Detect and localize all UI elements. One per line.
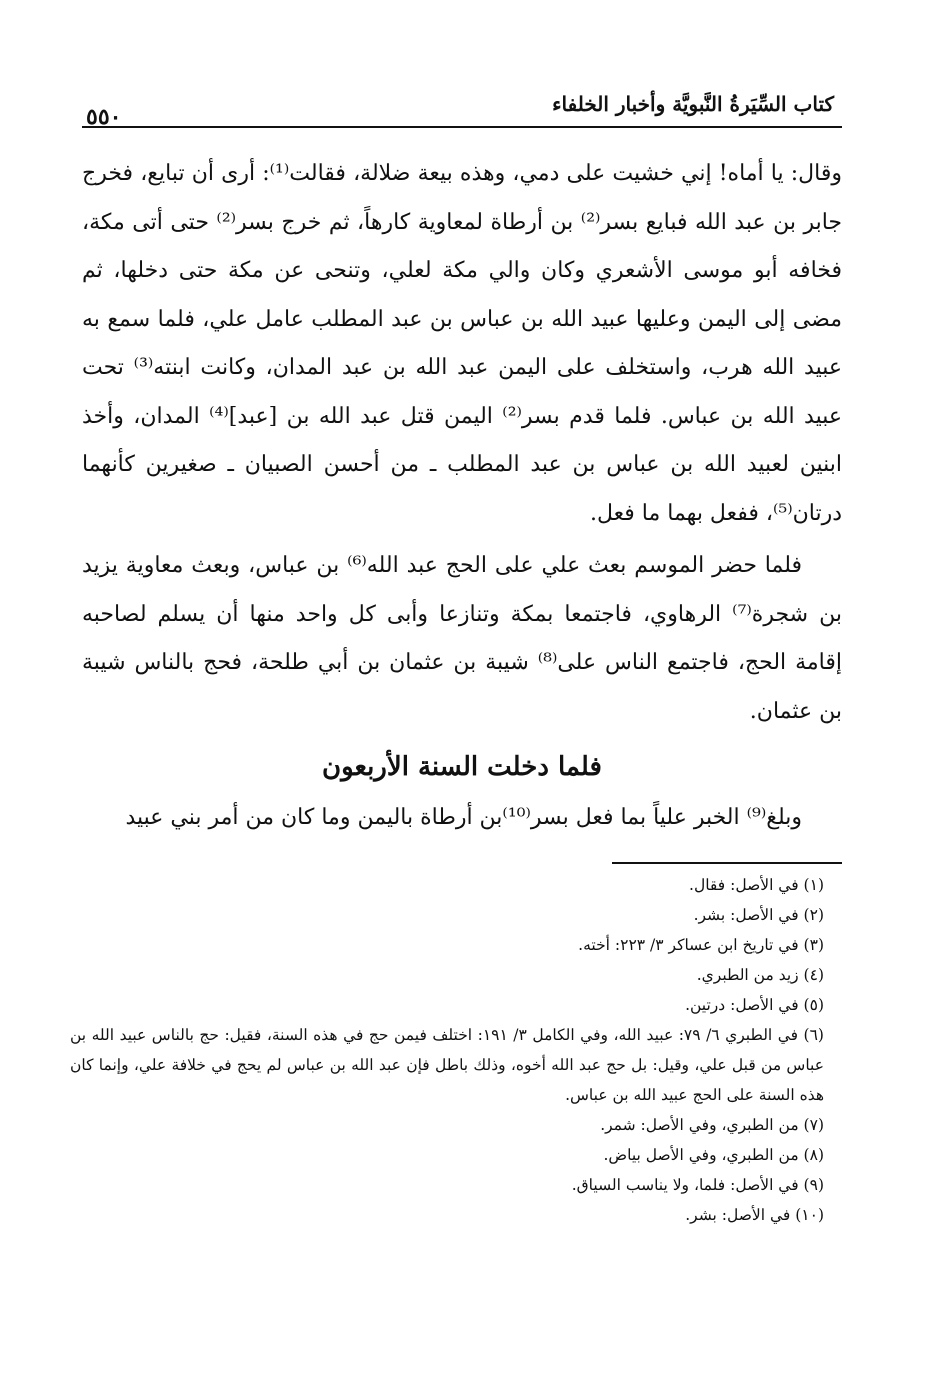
footnotes [70,870,842,1230]
section-heading: فلما دخلت السنة الأربعون [322,752,602,782]
footnote-rule [612,862,842,864]
paragraph-1: وقال: يا أماه! إني خشيت على دمي، وهذه بيعة ضلالة، فقالت⁽¹⁾: أرى أن تبايع، فخرج جابر بن عبد الله فبايع بسر⁽²⁾ بن أرطاة لمعاوية كارهاً، ثم خرج بسر⁽²⁾ حتى أتى مكة، فخافه أبو موسى الأشعري وكان والي مكة لعلي، وتنحى عن مكة حتى دخلها، ثم مضى إلى اليمن وعليها عبيد الله بن عباس بن عبد المطلب عامل علي، فلما سمع به عبيد الله هرب، واستخلف على اليمن عبد الله بن عبد المدان، وكانت ابنته⁽³⁾ تحت عبيد الله بن عباس. فلما قدم بسر⁽²⁾ اليمن قتل عبد الله بن [عبد]⁽⁴⁾ المدان، وأخذ ابنين لعبيد الله بن عباس بن عبد المطلب ـ من أحسن الصبيان ـ صغيرين كأنهما درتان⁽⁵⁾، ففعل بهما ما فعل. [82,161,843,526]
footnote-2: (٢) في الأصل: بشر. [693,906,824,924]
page-number: ٥٥٠ [86,104,122,130]
footnote-6: (٦) في الطبري ٦/ ٧٩: عبيد الله، وفي الكامل ٣/ ١٩١: اختلف فيمن حج في هذه السنة، فقيل: حج بالناس عبيد الله بن عباس من قبل علي، وقيل: بل حج عبد الله أخوه، وذلك باطل فإن عبد الله بن عباس لم يحج في خلافة علي، وإنما كان هذه السنة على الحج عبيد الله بن عباس. [70,1026,824,1104]
footnote-3: (٣) في تاريخ ابن عساكر ٣/ ٢٢٣: أخته. [578,936,824,954]
main-text [82,150,842,736]
footnote-8: (٨) من الطبري، وفي الأصل بياض. [603,1146,824,1164]
page-header [82,88,842,128]
running-title: كتاب السِّيَرةُ النَّبويَّة وأخبار الخلفاء [552,92,834,116]
header-rule [82,126,842,128]
paragraph-2: فلما حضر الموسم بعث علي على الحج عبد الله⁽⁶⁾ بن عباس، وبعث معاوية يزيد بن شجرة⁽⁷⁾ الرهاوي، فاجتمعا بمكة وتنازعا وأبى كل واحد منها أن يسلم لصاحبه إقامة الحج، فاجتمع الناس على⁽⁸⁾ شيبة بن عثمان بن أبي طلحة، فحج بالناس شيبة بن عثمان. [82,553,842,724]
footnote-5: (٥) في الأصل: درتين. [685,996,824,1014]
footnote-7: (٧) من الطبري، وفي الأصل: شمر. [600,1116,824,1134]
footnote-1: (١) في الأصل: فقال. [689,876,824,894]
footnote-9: (٩) في الأصل: فلما، ولا يناسب السياق. [571,1176,824,1194]
footnote-10: (١٠) في الأصل: بشر. [685,1206,824,1224]
footnote-4: (٤) زيد من الطبري. [696,966,824,984]
section-lead-line: وبلغ⁽⁹⁾ الخبر علياً بما فعل بسر⁽¹⁰⁾بن أرطاة باليمن وما كان من أمر بني عبيد [125,805,802,830]
